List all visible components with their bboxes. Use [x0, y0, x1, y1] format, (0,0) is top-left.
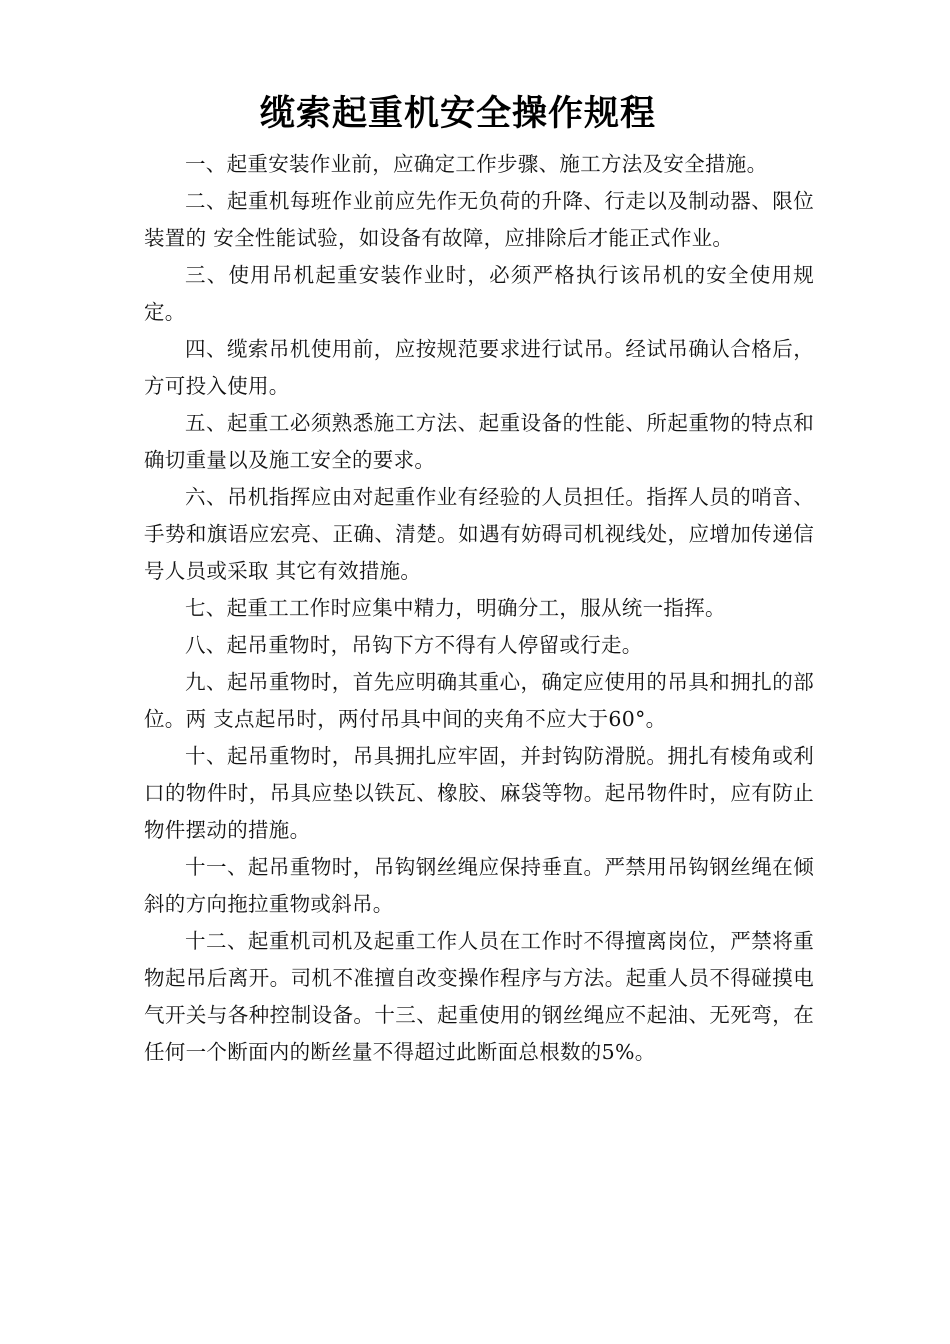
paragraph-10: 十、起吊重物时，吊具拥扎应牢固，并封钩防滑脱。拥扎有棱角或利口的物件时，吊具应垫以铁瓦、橡胶、麻袋等物。起吊物件时，应有防止物件摆动的措施。	[144, 744, 814, 842]
paragraph-8: 八、起吊重物时，吊钩下方不得有人停留或行走。	[185, 633, 643, 657]
paragraph-12: 十二、起重机司机及起重工作人员在工作时不得擅离岗位，严禁将重物起吊后离开。司机不准擅自改变操作程序与方法。起重人员不得碰摸电气开关与各种控制设备。十三、起重使用的钢丝绳应不起油、无死弯，在任何一个断面内的断丝量不得超过此断面总根数的5%。	[144, 929, 814, 1064]
paragraph-3: 三、使用吊机起重安装作业时，必须严格执行该吊机的安全使用规定。	[144, 263, 814, 324]
paragraph-7: 七、起重工工作时应集中精力，明确分工，服从统一指挥。	[185, 596, 726, 620]
paragraph-11: 十一、起吊重物时，吊钩钢丝绳应保持垂直。严禁用吊钩钢丝绳在倾斜的方向拖拉重物或斜吊。	[144, 855, 814, 916]
paragraph-4: 四、缆索吊机使用前，应按规范要求进行试吊。经试吊确认合格后，方可投入使用。	[144, 337, 814, 398]
paragraph-5: 五、起重工必须熟悉施工方法、起重设备的性能、所起重物的特点和确切重量以及施工安全的要求。	[144, 411, 814, 472]
document-title: 缆索起重机安全操作规程	[259, 93, 656, 134]
document-body	[144, 146, 814, 1071]
paragraph-1: 一、起重安装作业前，应确定工作步骤、施工方法及安全措施。	[185, 152, 768, 176]
paragraph-9: 九、起吊重物时，首先应明确其重心，确定应使用的吊具和拥扎的部位。两 支点起吊时，两付吊具中间的夹角不应大于60°。	[144, 670, 814, 731]
paragraph-6: 六、吊机指挥应由对起重作业有经验的人员担任。指挥人员的哨音、手势和旗语应宏亮、正确、清楚。如遇有妨碍司机视线处，应增加传递信号人员或采取 其它有效措施。	[144, 485, 814, 583]
paragraph-2: 二、起重机每班作业前应先作无负荷的升降、行走以及制动器、限位装置的 安全性能试验，如设备有故障，应排除后才能正式作业。	[144, 189, 814, 250]
